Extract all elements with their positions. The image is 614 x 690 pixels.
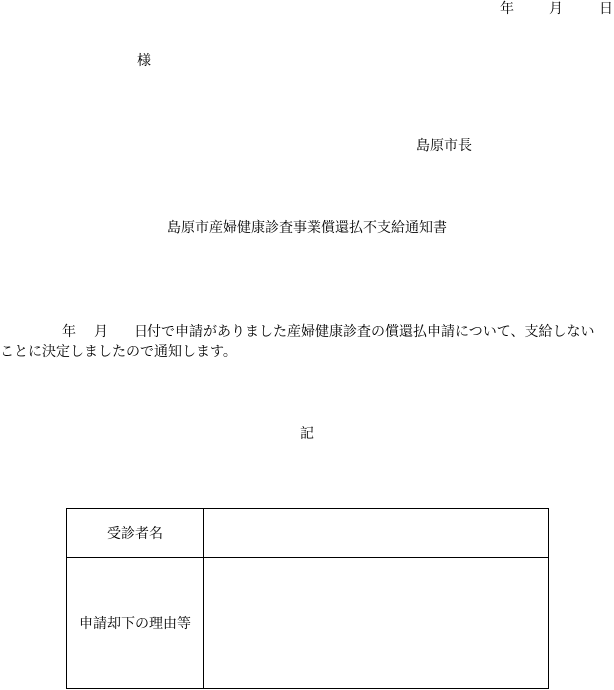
examinee-name-value bbox=[204, 509, 549, 558]
body-text-line-1 bbox=[0, 323, 614, 341]
rejection-reason-label: 申請却下の理由等 bbox=[67, 558, 204, 689]
body-year-label: 年 bbox=[62, 324, 76, 340]
ki-heading: 記 bbox=[300, 426, 314, 442]
date-day-label: 日 bbox=[599, 1, 613, 17]
body-text-line-2: ことに決定しましたので通知します。 bbox=[0, 344, 237, 360]
document-title: 島原市産婦健康診査事業償還払不支給通知書 bbox=[167, 220, 447, 236]
body-month-label: 月 bbox=[94, 324, 108, 340]
table-row bbox=[67, 558, 549, 689]
body-text-line-1-rest: 付で申請がありました産婦健康診査の償還払申請について、支給しない bbox=[147, 324, 595, 340]
issue-date-line bbox=[494, 0, 614, 18]
detail-table bbox=[66, 508, 549, 689]
date-month-label: 月 bbox=[549, 1, 563, 17]
examinee-name-label: 受診者名 bbox=[67, 509, 204, 558]
addressee-honorific: 様 bbox=[137, 53, 151, 69]
table-row bbox=[67, 509, 549, 558]
rejection-reason-value bbox=[204, 558, 549, 689]
date-year-label: 年 bbox=[500, 1, 514, 17]
body-day-label: 日 bbox=[134, 324, 148, 340]
issuer-name: 島原市長 bbox=[416, 138, 472, 154]
